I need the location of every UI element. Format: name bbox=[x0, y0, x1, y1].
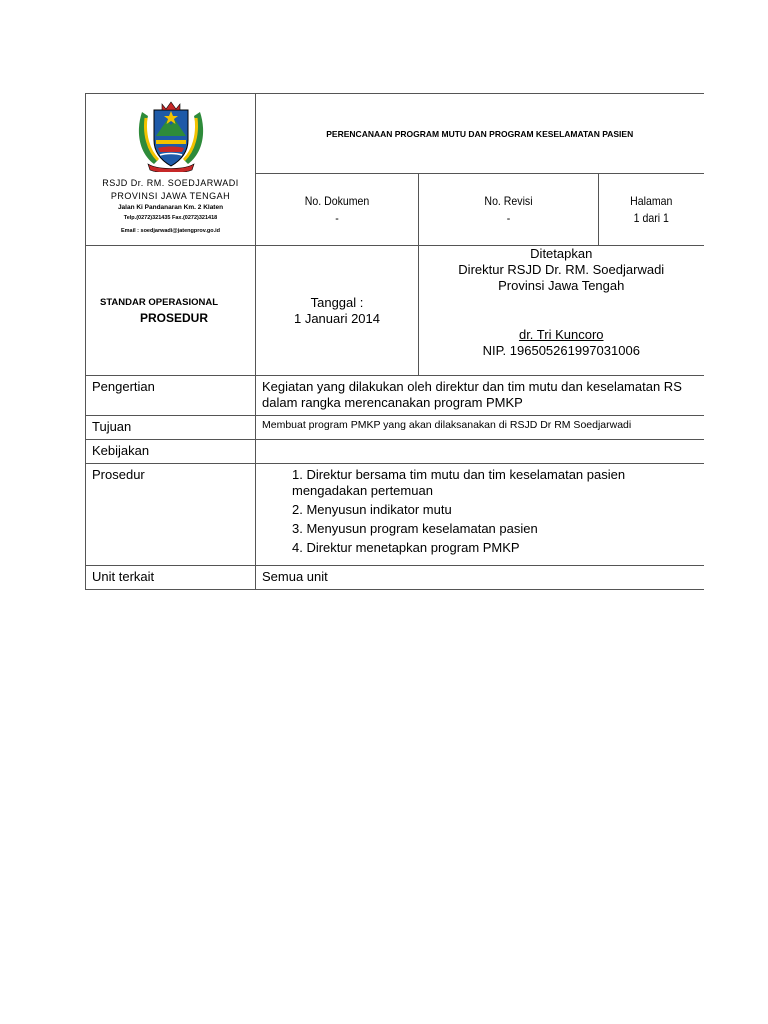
unit-terkait-text: Semua unit bbox=[256, 566, 704, 590]
ditetapkan-label: Ditetapkan bbox=[530, 246, 593, 261]
sop-title-line1: STANDAR OPERASIONAL bbox=[100, 296, 219, 308]
tujuan-label: Tujuan bbox=[86, 416, 256, 440]
prosedur-item: 4. Direktur menetapkan program PMKP bbox=[292, 540, 520, 555]
signer-nip: NIP. 196505261997031006 bbox=[482, 343, 640, 358]
prosedur-content bbox=[256, 464, 704, 566]
no-dokumen-value: - bbox=[335, 210, 339, 225]
signer-name: dr. Tri Kuncoro bbox=[518, 327, 604, 342]
no-revisi-label: No. Revisi bbox=[484, 193, 533, 208]
prosedur-list bbox=[262, 467, 704, 556]
prosedur-item: 2. Menyusun indikator mutu bbox=[292, 502, 452, 517]
kebijakan-label: Kebijakan bbox=[86, 440, 256, 464]
direktur-line1: Direktur RSJD Dr. RM. Soedjarwadi bbox=[458, 262, 665, 277]
header-logo-cell bbox=[86, 94, 256, 246]
no-revisi-value: - bbox=[506, 210, 511, 225]
sop-title-cell bbox=[86, 246, 256, 376]
tujuan-text: Membuat program PMKP yang akan dilaksanakan di RSJD Dr RM Soedjarwadi bbox=[256, 416, 704, 440]
halaman-label: Halaman bbox=[630, 193, 673, 208]
tanggal-value: 1 Januari 2014 bbox=[293, 310, 380, 326]
org-email: Email : soedjarwadi@jatengprov.go.id bbox=[120, 228, 221, 234]
org-phone: Telp.(0272)321435 Fax.(0272)321418 bbox=[123, 215, 218, 221]
halaman-cell bbox=[599, 174, 704, 246]
unit-terkait-label: Unit terkait bbox=[86, 566, 256, 590]
direktur-line2: Provinsi Jawa Tengah bbox=[498, 278, 625, 293]
prosedur-item: 3. Menyusun program keselamatan pasien bbox=[292, 521, 538, 536]
no-dokumen-cell bbox=[256, 174, 419, 246]
sop-document-table bbox=[85, 93, 704, 590]
org-address: Jalan Ki Pandanaran Km. 2 Klaten bbox=[117, 204, 224, 211]
prosedur-label: Prosedur bbox=[86, 464, 256, 566]
pengertian-label: Pengertian bbox=[86, 376, 256, 416]
document-title: PERENCANAAN PROGRAM MUTU DAN PROGRAM KESELAMATAN PASIEN bbox=[256, 94, 704, 174]
org-name: RSJD Dr. RM. SOEDJARWADI bbox=[102, 178, 239, 188]
tanggal-label: Tanggal : bbox=[310, 294, 364, 310]
prosedur-item: 1. Direktur bersama tim mutu dan tim keselamatan pasien mengadakan pertemuan bbox=[292, 467, 626, 498]
no-revisi-cell bbox=[419, 174, 599, 246]
pengertian-text: Kegiatan yang dilakukan oleh direktur dan tim mutu dan keselamatan RS dalam rangka merencanakan program PMKP bbox=[256, 376, 704, 416]
halaman-value: 1 dari 1 bbox=[633, 210, 669, 225]
jawa-tengah-emblem-icon bbox=[134, 100, 208, 172]
approval-cell bbox=[419, 246, 704, 376]
sop-title-line2: PROSEDUR bbox=[140, 310, 209, 325]
no-dokumen-label: No. Dokumen bbox=[304, 193, 370, 208]
kebijakan-text bbox=[256, 440, 704, 464]
tanggal-cell bbox=[256, 246, 419, 376]
org-province: PROVINSI JAWA TENGAH bbox=[110, 191, 231, 201]
